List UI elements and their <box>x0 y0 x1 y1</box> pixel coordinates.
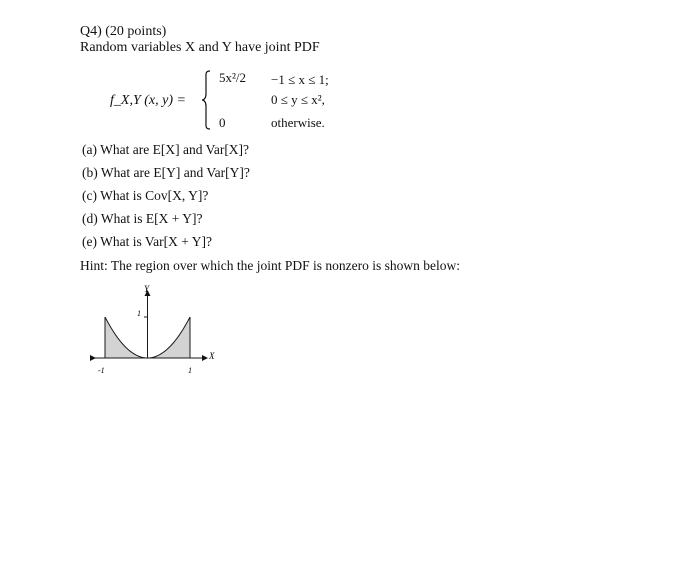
y-tick-label: 1 <box>137 309 141 318</box>
x-tick-label: -1 <box>98 366 105 375</box>
question-part-d <box>82 211 202 227</box>
question-part-e <box>82 234 212 250</box>
y-axis-label: Y <box>144 284 150 294</box>
pdf-case-expression: 5x²/2 <box>219 70 247 85</box>
question-part-a <box>82 142 249 158</box>
x-axis-label: X <box>209 351 215 361</box>
question-part-b <box>82 165 250 181</box>
pdf-case-expression: 0 <box>219 115 226 130</box>
part-label: (d) <box>82 211 98 226</box>
part-label: (e) <box>82 234 97 249</box>
pdf-case-condition: otherwise. <box>271 115 325 130</box>
part-text: What is Var[X + Y]? <box>100 234 212 249</box>
question-header: Q4) (20 points) <box>80 24 167 39</box>
part-text: What is Cov[X, Y]? <box>100 188 209 203</box>
joint-pdf-label: f_X,Y (x, y) = <box>110 93 186 108</box>
question-part-c <box>82 188 208 204</box>
pdf-case-condition: −1 ≤ x ≤ 1; <box>271 72 329 87</box>
x-tick-label: 1 <box>188 366 192 375</box>
pdf-case-condition: 0 ≤ y ≤ x², <box>271 92 325 107</box>
part-label: (a) <box>82 142 97 157</box>
part-text: What are E[Y] and Var[Y]? <box>100 165 250 180</box>
region-diagram <box>85 283 225 378</box>
part-label: (b) <box>82 165 98 180</box>
hint-text: Hint: The region over which the joint PDF is nonzero is shown below: <box>80 258 460 273</box>
question-intro: Random variables X and Y have joint PDF <box>80 40 320 55</box>
left-brace-icon <box>201 70 211 130</box>
part-text: What are E[X] and Var[X]? <box>100 142 250 157</box>
part-label: (c) <box>82 188 97 203</box>
part-text: What is E[X + Y]? <box>100 211 203 226</box>
